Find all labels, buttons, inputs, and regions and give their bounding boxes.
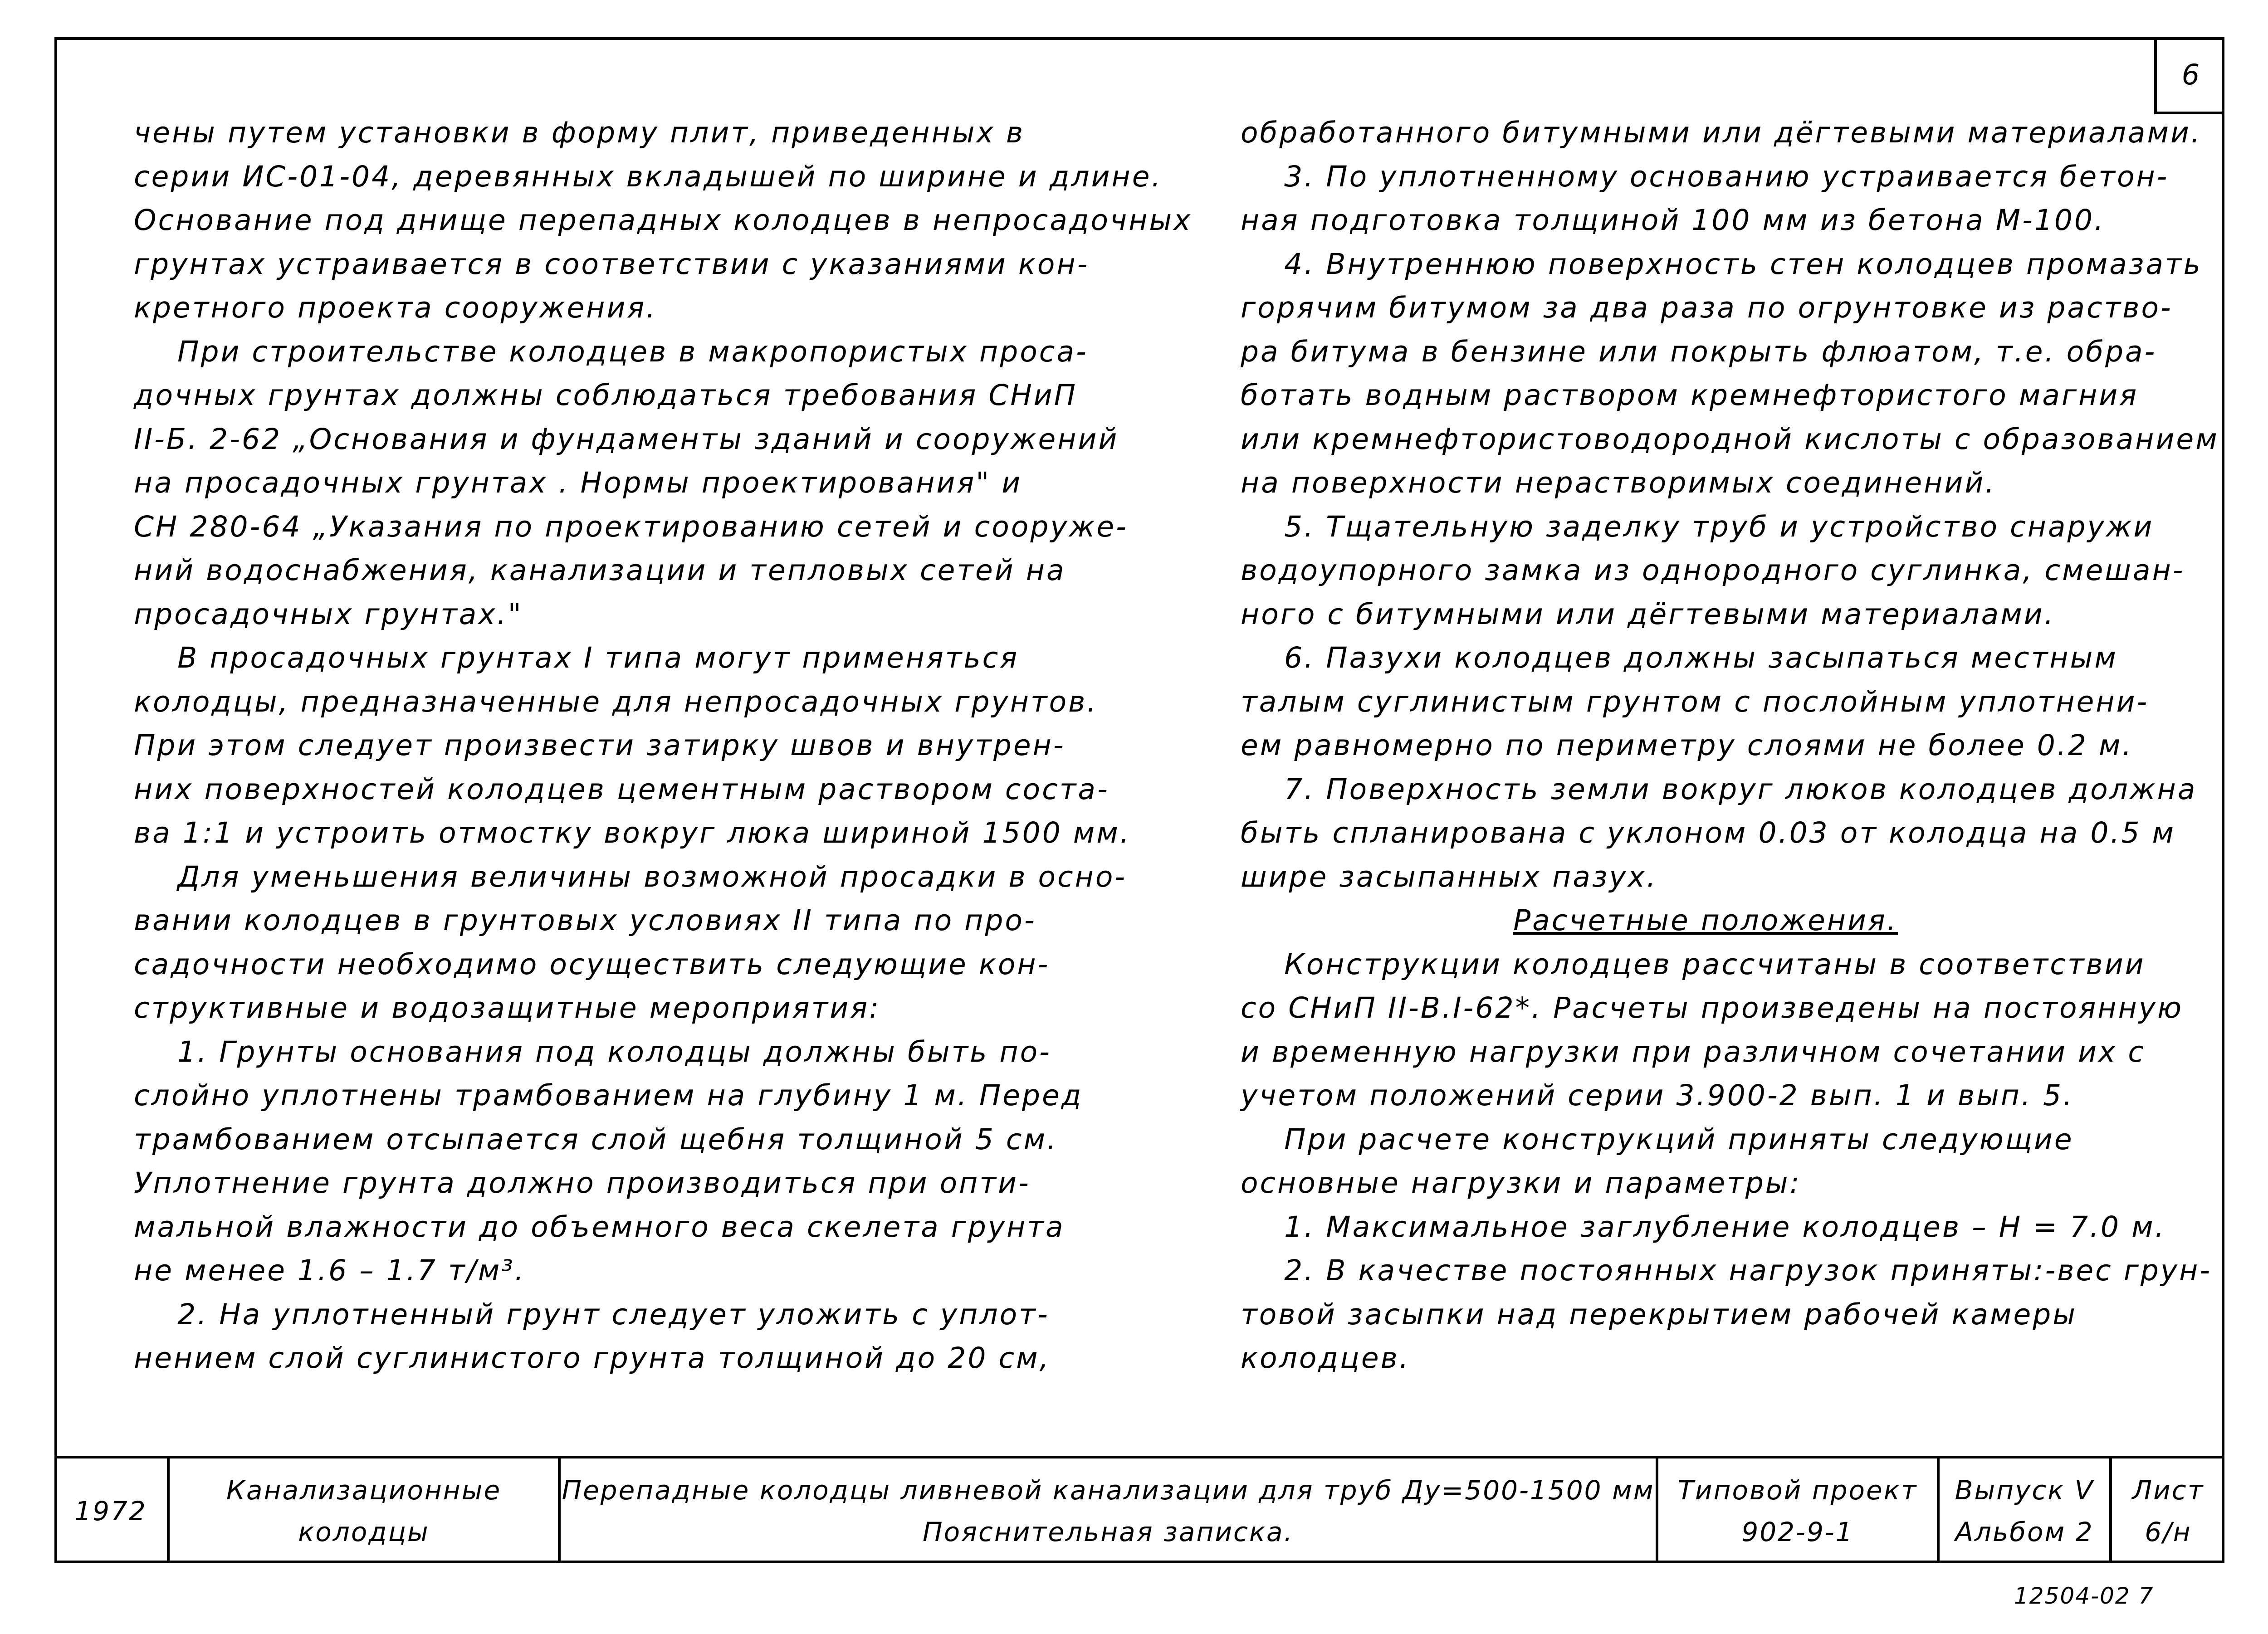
- text-line: на поверхности нерастворимых соединений.: [1241, 466, 1996, 499]
- text-line: на просадочных грунтах . Нормы проектирования" и: [134, 466, 1022, 499]
- category-line: Канализационные: [226, 1474, 502, 1506]
- text-line: кретного проекта сооружения.: [134, 291, 657, 324]
- sheet-number: 6: [2181, 58, 2200, 91]
- text-line: 4. Внутреннюю поверхность стен колодцев промазать: [1241, 247, 2202, 281]
- document-title-cell: [558, 1458, 1656, 1563]
- text-line: грунтах устраивается в соответствии с указаниями кон-: [134, 247, 1090, 281]
- text-line: серии ИС-01-04, деревянных вкладышей по ширине и длине.: [134, 160, 1163, 193]
- right-text-column: [1241, 111, 2219, 1380]
- section-heading: Расчетные положения.: [1513, 904, 1898, 937]
- text-line: II-Б. 2-62 „Основания и фундаменты зданий и сооружений: [134, 422, 1119, 456]
- text-line: шире засыпанных пазух.: [1241, 860, 1657, 893]
- text-line: обработанного битумными или дёгтевыми материалами.: [1241, 116, 2202, 149]
- sheet-label: Лист: [2132, 1474, 2204, 1506]
- text-line: Уплотнение грунта должно производиться при опти-: [134, 1166, 1031, 1200]
- text-line: них поверхностей колодцев цементным раствором соста-: [134, 772, 1110, 806]
- text-line: При расчете конструкций приняты следующие: [1241, 1122, 2074, 1156]
- text-line: просадочных грунтах.": [134, 597, 523, 631]
- text-line: быть спланирована с уклоном 0.03 от колодца на 0.5 м: [1241, 816, 2176, 849]
- text-line: ная подготовка толщиной 100 мм из бетона М-100.: [1241, 204, 2106, 237]
- text-line: товой засыпки над перекрытием рабочей камеры: [1241, 1297, 2077, 1331]
- text-line: или кремнефтористоводородной кислоты с образованием: [1241, 422, 2219, 456]
- album-label: Альбом 2: [1955, 1516, 2094, 1547]
- text-line: водоупорного замка из однородного суглинка, смешан-: [1241, 554, 2185, 587]
- text-line: 2. На уплотненный грунт следует уложить с уплот-: [134, 1297, 1050, 1331]
- text-line: 7. Поверхность земли вокруг люков колодцев должна: [1241, 772, 2197, 806]
- text-line: мальной влажности до объемного веса скелета грунта: [134, 1210, 1065, 1244]
- sheet-value: 6/н: [2145, 1516, 2192, 1547]
- text-line: ва 1:1 и устроить отмостку вокруг люка шириной 1500 мм.: [134, 816, 1131, 849]
- text-line: Конструкции колодцев рассчитаны в соответствии: [1241, 947, 2146, 981]
- year-cell: [54, 1458, 167, 1563]
- document-subtitle: Пояснительная записка.: [923, 1516, 1294, 1547]
- text-line: ний водоснабжения, канализации и тепловых сетей на: [134, 554, 1066, 587]
- sheet-cell: [2109, 1458, 2224, 1563]
- text-line: слойно уплотнены трамбованием на глубину 1 м. Перед: [134, 1079, 1083, 1112]
- text-line: со СНиП II-В.I-62*. Расчеты произведены на постоянную: [1241, 991, 2184, 1024]
- left-text-column: [134, 111, 1193, 1380]
- text-line: ботать водным раствором кремнефтористого магния: [1241, 379, 2139, 412]
- sheet-number-box: [2154, 37, 2224, 114]
- text-line: и временную нагрузки при различном сочетании их с: [1241, 1035, 2146, 1068]
- text-line: колодцев.: [1241, 1341, 1410, 1375]
- text-line: основные нагрузки и параметры:: [1241, 1166, 1801, 1200]
- text-line: садочности необходимо осуществить следующие кон-: [134, 947, 1050, 981]
- text-line: ра битума в бензине или покрыть флюатом, т.е. обра-: [1241, 335, 2157, 368]
- project-number: 902-9-1: [1741, 1516, 1854, 1547]
- text-line: нением слой суглинистого грунта толщиной до 20 см,: [134, 1341, 1051, 1375]
- text-line: талым суглинистым грунтом с послойным уплотнени-: [1241, 685, 2149, 718]
- text-line: ем равномерно по периметру слоями не более 0.2 м.: [1241, 729, 2133, 762]
- issue-cell: [1937, 1458, 2109, 1563]
- year: 1972: [74, 1495, 147, 1527]
- text-line: колодцы, предназначенные для непросадочных грунтов.: [134, 685, 1098, 718]
- project-label: Типовой проект: [1677, 1474, 1918, 1506]
- project-cell: [1656, 1458, 1937, 1563]
- document-title: Перепадные колодцы ливневой канализации для труб Ду=500-1500 мм: [562, 1474, 1655, 1506]
- issue-label: Выпуск V: [1955, 1474, 2094, 1506]
- text-line: структивные и водозащитные мероприятия:: [134, 991, 881, 1024]
- text-line: дочных грунтах должны соблюдаться требования СНиП: [134, 379, 1078, 412]
- archive-number: 12504-02 7: [2014, 1583, 2154, 1609]
- text-line: 5. Тщательную заделку труб и устройство снаружи: [1241, 510, 2154, 543]
- text-line: При этом следует произвести затирку швов и внутрен-: [134, 729, 1066, 762]
- title-block: [54, 1456, 2224, 1563]
- text-line: Основание под днище перепадных колодцев в непросадочных: [134, 204, 1193, 237]
- text-line: трамбованием отсыпается слой щебня толщиной 5 см.: [134, 1122, 1058, 1156]
- text-line: СН 280-64 „Указания по проектированию сетей и сооруже-: [134, 510, 1128, 543]
- text-line: 2. В качестве постоянных нагрузок приняты:-вес грун-: [1241, 1254, 2212, 1287]
- text-line: не менее 1.6 – 1.7 т/м³.: [134, 1254, 526, 1287]
- text-line: горячим битумом за два раза по огрунтовке из раство-: [1241, 291, 2173, 324]
- text-line: учетом положений серии 3.900-2 вып. 1 и вып. 5.: [1241, 1079, 2074, 1112]
- category-cell: [167, 1458, 558, 1563]
- text-line: вании колодцев в грунтовых условиях II типа по про-: [134, 904, 1036, 937]
- category-line: колодцы: [298, 1516, 430, 1547]
- text-line: 1. Грунты основания под колодцы должны быть по-: [134, 1035, 1051, 1068]
- text-line: 1. Максимальное заглубление колодцев – Н = 7.0 м.: [1241, 1210, 2166, 1244]
- text-line: В просадочных грунтах I типа могут применяться: [134, 641, 1019, 674]
- text-line: При строительстве колодцев в макропористых проса-: [134, 335, 1088, 368]
- text-line: чены путем установки в форму плит, приведенных в: [134, 116, 1025, 149]
- text-line: ного с битумными или дёгтевыми материалами.: [1241, 597, 2055, 631]
- text-line: 3. По уплотненному основанию устраивается бетон-: [1241, 160, 2169, 193]
- text-line: Для уменьшения величины возможной просадки в осно-: [134, 860, 1127, 893]
- text-line: 6. Пазухи колодцев должны засыпаться местным: [1241, 641, 2118, 674]
